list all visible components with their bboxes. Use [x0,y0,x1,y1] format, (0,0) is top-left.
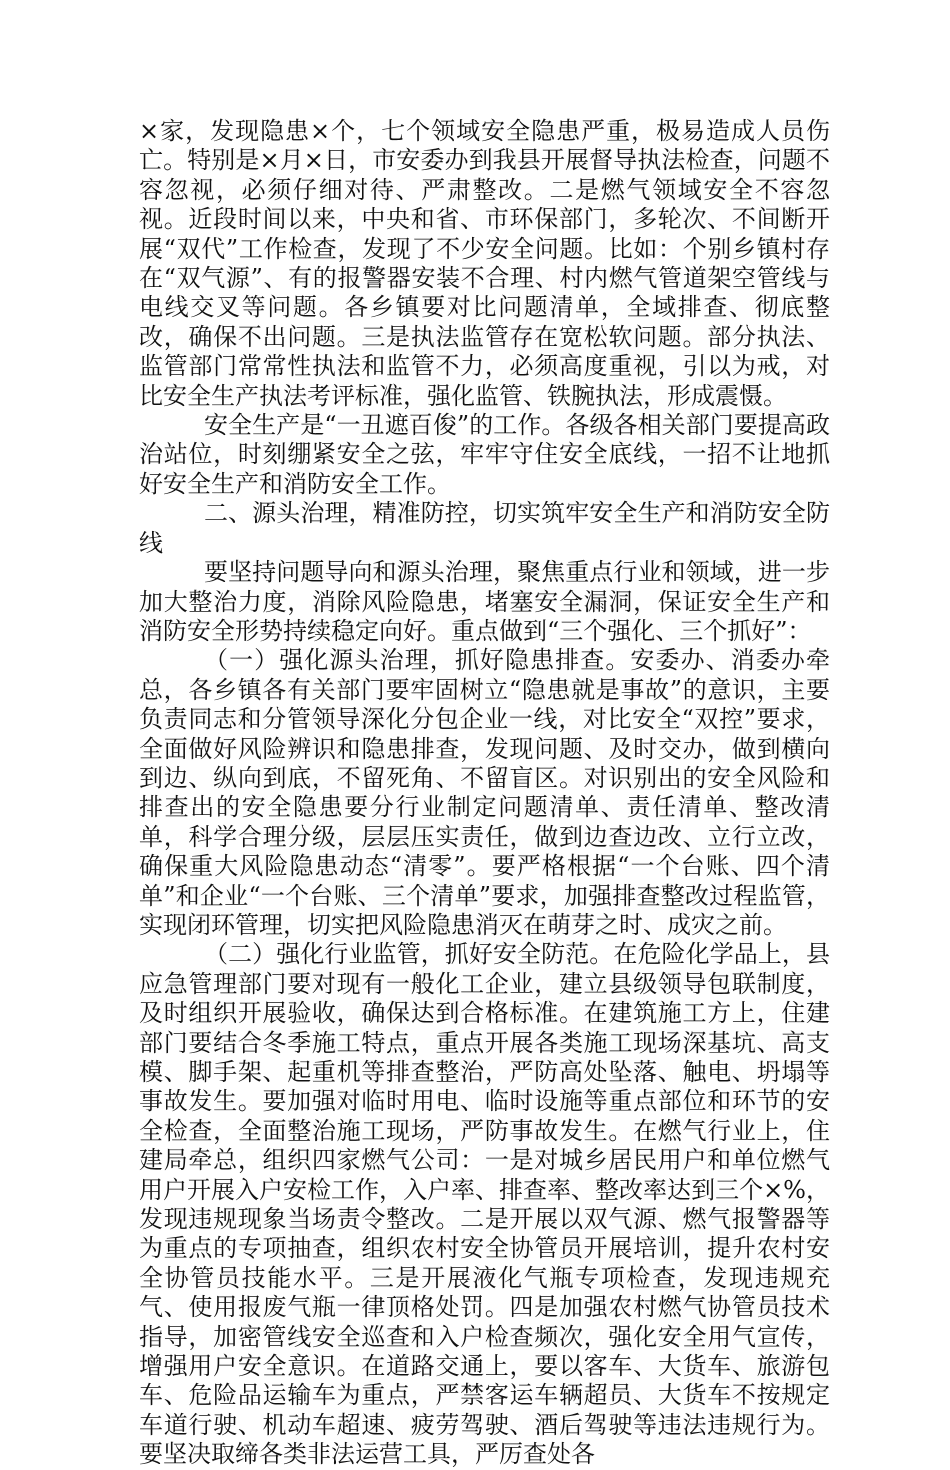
paragraph-source-governance-intro: 要坚持问题导向和源头治理，聚焦重点行业和领域，进一步加大整治力度，消除风险隐患，堵塞安全漏洞，保证安全生产和消防安全形势持续稳定向好。重点做到“三个强化、三个抓好”： [139,558,830,645]
paragraph-safety-importance: 安全生产是“一丑遮百俊”的工作。各级各相关部门要提高政治站位，时刻绷紧安全之弦，牢牢守住安全底线，一招不让地抓好安全生产和消防安全工作。 [139,411,830,498]
paragraph-hazard-summary: ×家，发现隐患×个，七个领域安全隐患严重，极易造成人员伤亡。特别是×月×日，市安委办到我县开展督导执法检查，问题不容忽视，必须仔细对待、严肃整改。二是燃气领域安全不容忽视。近段时间以来，中央和省、市环保部门，多轮次、不间断开展“双代”工作检查，发现了不少安全问题。比如：个别乡镇村存在“双气源”、有的报警器安装不合理、村内燃气管道架空管线与电线交叉等问题。各乡镇要对比问题清单，全域排查、彻底整改，确保不出问题。三是执法监管存在宽松软问题。部分执法、监管部门常常性执法和监管不力，必须高度重视，引以为戒，对比安全生产执法考评标准，强化监管、铁腕执法，形成震慑。 [139,117,830,410]
document-body [139,117,830,1470]
paragraph-industry-supervision: （二）强化行业监管，抓好安全防范。在危险化学品上，县应急管理部门要对现有一般化工企业，建立县级领导包联制度，及时组织开展验收，确保达到合格标准。在建筑施工方上，住建部门要结合冬季施工特点，重点开展各类施工现场深基坑、高支模、脚手架、起重机等排查整治，严防高处坠落、触电、坍塌等事故发生。要加强对临时用电、临时设施等重点部位和环节的安全检查，全面整治施工现场，严防事故发生。在燃气行业上，住建局牵总，组织四家燃气公司：一是对城乡居民用户和单位燃气用户开展入户安检工作，入户率、排查率、整改率达到三个×%，发现违规现象当场责令整改。二是开展以双气源、燃气报警器等为重点的专项抽查，组织农村安全协管员开展培训，提升农村安全协管员技能水平。三是开展液化气瓶专项检查，发现违规充气、使用报废气瓶一律顶格处罚。四是加强农村燃气协管员技术指导，加密管线安全巡查和入户检查频次，强化安全用气宣传，增强用户安全意识。在道路交通上，要以客车、大货车、旅游包车、危险品运输车为重点，严禁客运车辆超员、大货车不按规定车道行驶、机动车超速、疲劳驾驶、酒后驾驶等违法违规行为。要坚决取缔各类非法运营工具，严厉查处各 [139,940,830,1469]
section-heading-source-governance: 二、源头治理，精准防控，切实筑牢安全生产和消防安全防线 [139,499,830,557]
paragraph-hazard-investigation: （一）强化源头治理，抓好隐患排查。安委办、消委办牵总，各乡镇各有关部门要牢固树立“隐患就是事故”的意识，主要负责同志和分管领导深化分包企业一线，对比安全“双控”要求，全面做好风险辨识和隐患排查，发现问题、及时交办，做到横向到边、纵向到底，不留死角、不留盲区。对识别出的安全风险和排查出的安全隐患要分行业制定问题清单、责任清单、整改清单，科学合理分级，层层压实责任，做到边查边改、立行立改，确保重大风险隐患动态“清零”。要严格根据“一个台账、四个清单”和企业“一个台账、三个清单”要求，加强排查整改过程监管，实现闭环管理，切实把风险隐患消灭在萌芽之时、成灾之前。 [139,646,830,939]
